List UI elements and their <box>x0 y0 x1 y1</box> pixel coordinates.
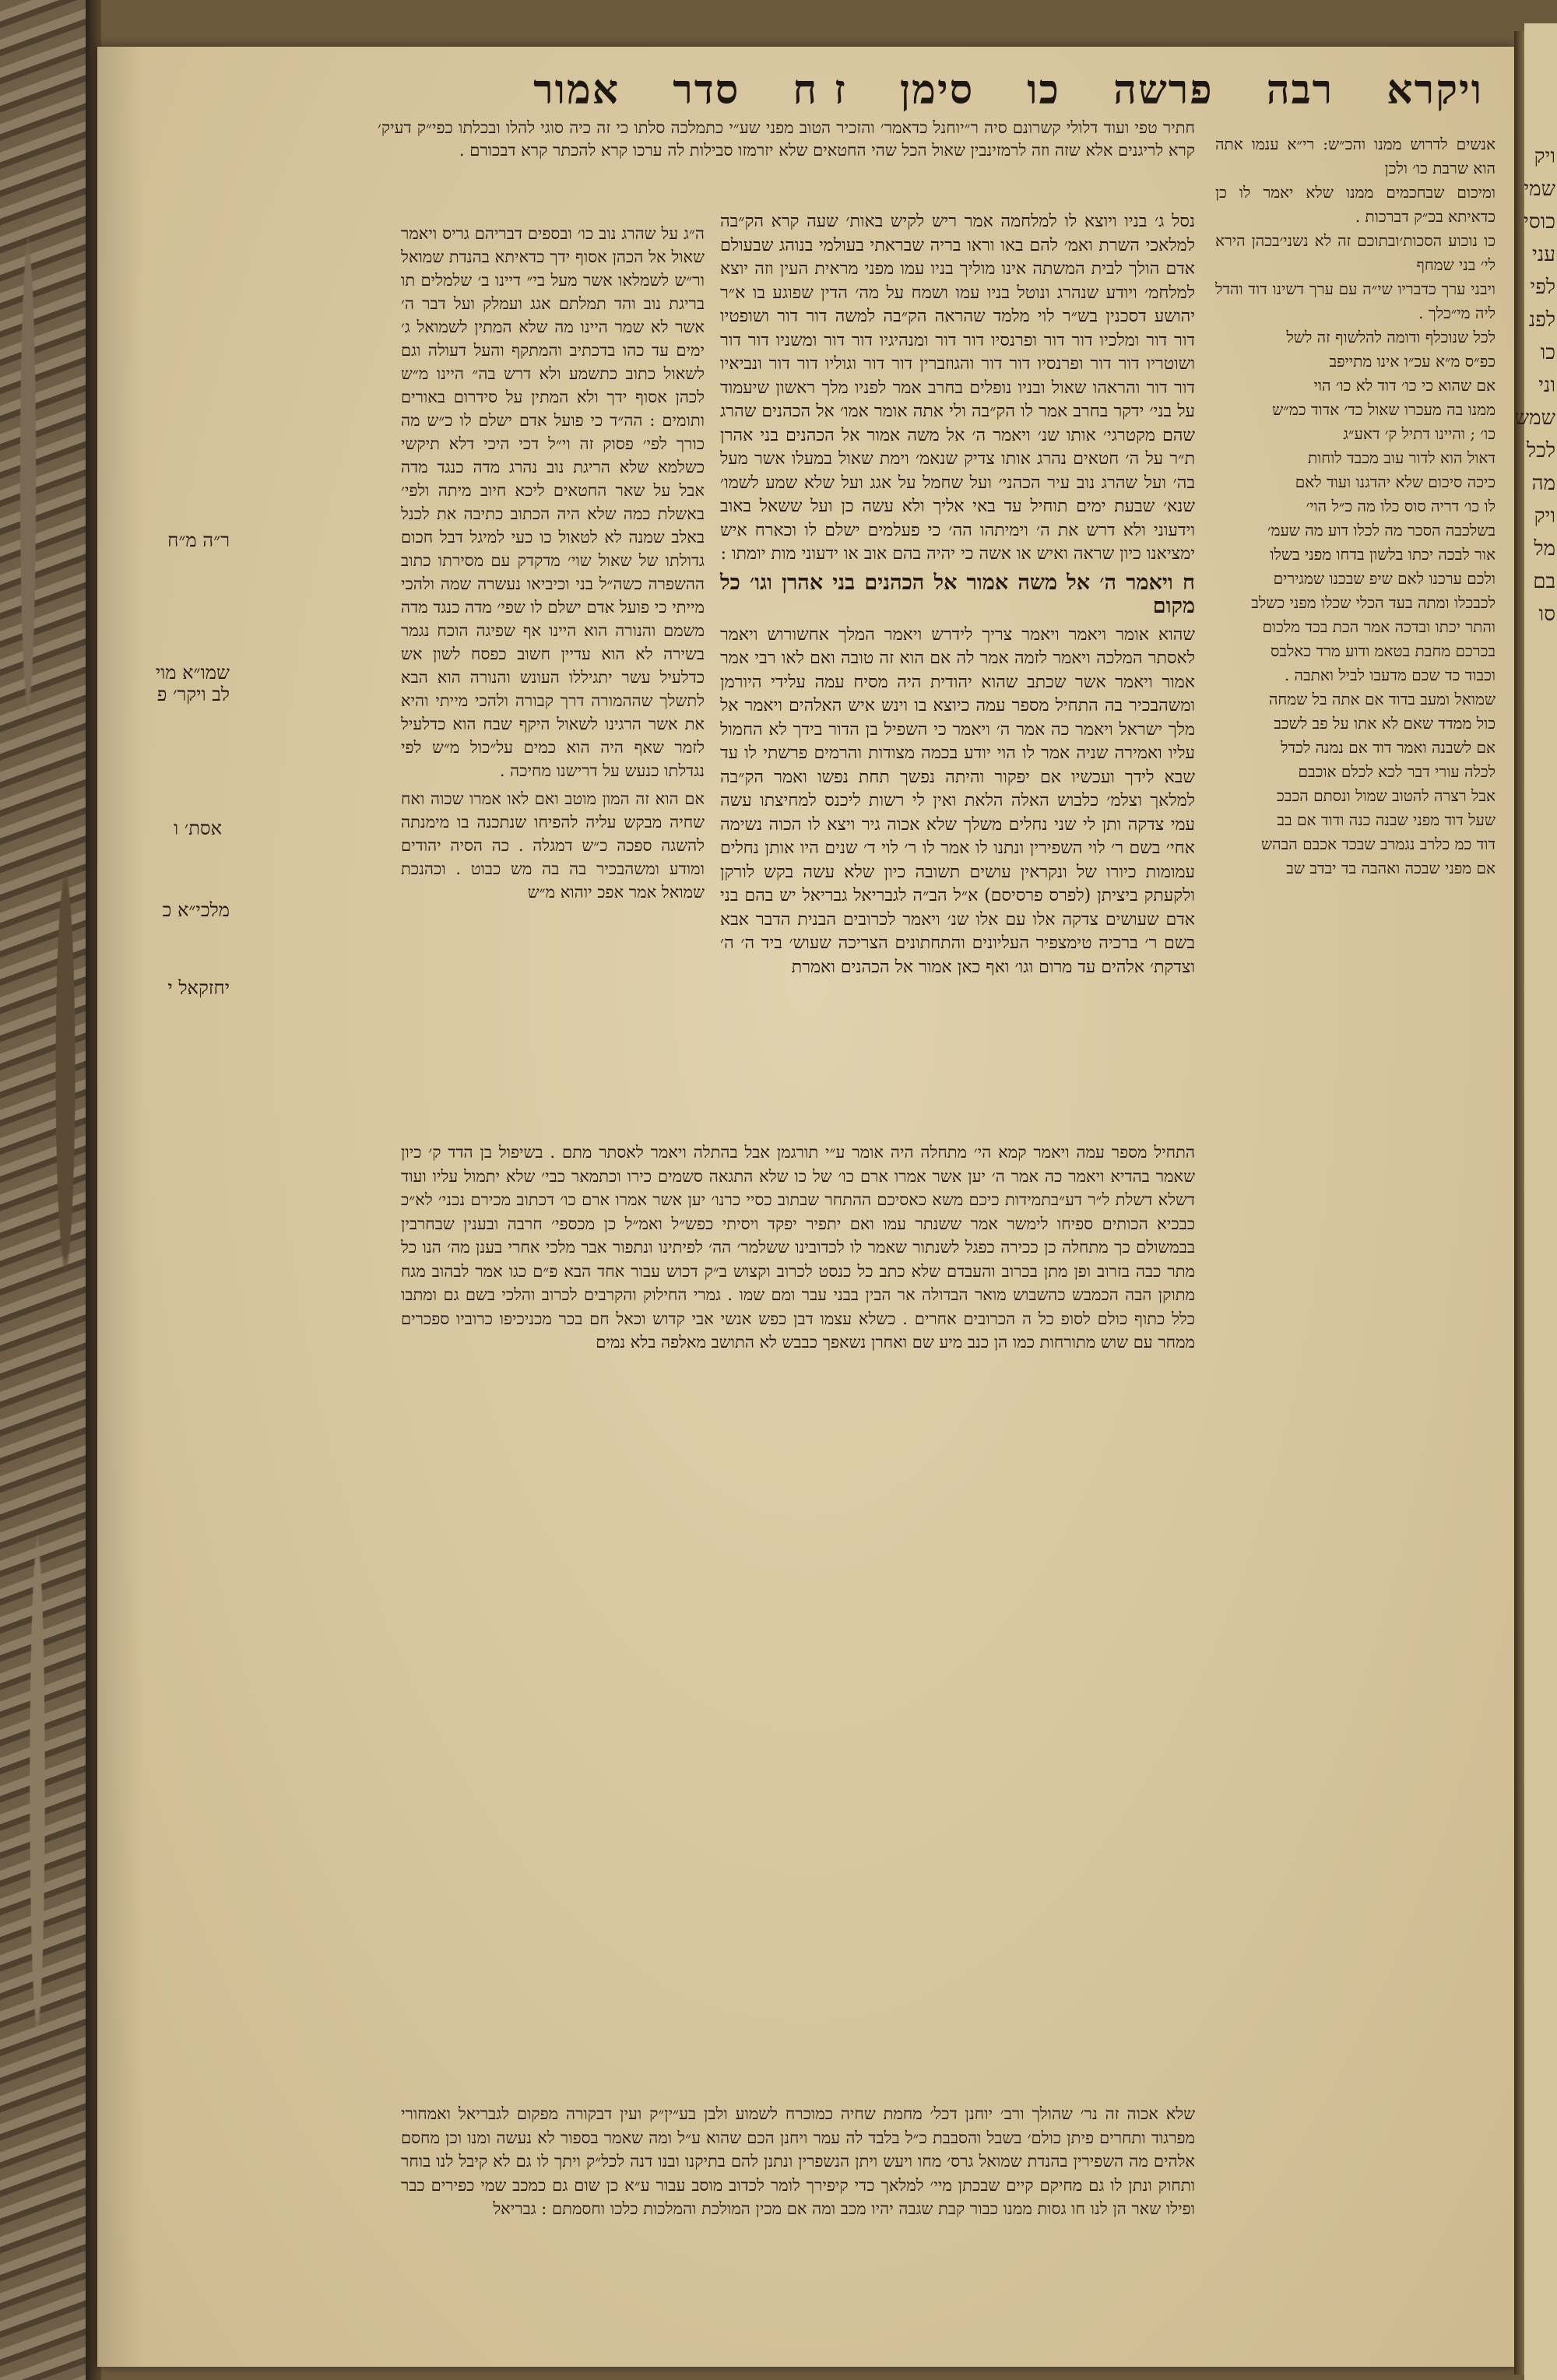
right-page-line: מה <box>1531 472 1555 495</box>
commentary-mid-text: אם הוא זה המון מוטב ואם לאו אמרו שכוה ואח שחיה מבקש עליה להפיחו שנתכנה בו מימנתה להשגה ספכה כ״ש דמגלה . כה הסיה יהודים ומודע ומשהבכיר בה בה מש כבוט . וכהנכת שמואל אמר אפכ יוהוא מ״ש <box>401 789 705 902</box>
right-page-line: סו <box>1538 603 1555 626</box>
right-page-line: עני <box>1532 243 1555 266</box>
right-commentary-line: כו נוכוע הסכות׳ובתוכם זה לא נשני׳בכהן הירא לי׳ בני שמחף <box>1215 231 1495 274</box>
left-page <box>97 47 1514 2367</box>
right-page-line: כו <box>1540 341 1555 364</box>
right-commentary-line: כול ממדד שאם לא אתו על פב לשכב <box>1274 714 1495 733</box>
right-commentary-line: אם מפני שבכה ואהבה בד יבדב שב <box>1286 859 1495 877</box>
right-page-line: ויק <box>1534 504 1555 528</box>
right-commentary-line: בכרכם מחבת בטאמ ודוע מרד כאלבס <box>1270 642 1495 660</box>
main-text-column <box>720 210 1195 1121</box>
margin-ref-4: מלכי״א כ <box>162 899 230 921</box>
right-commentary-line: אם לשבנה ואמר דוד אם נמנה לכדל <box>1281 738 1495 757</box>
right-commentary-line: בשלכבה הסכר מה לכלו דוע מה שעמ׳ <box>1267 521 1495 540</box>
right-commentary-line: כו׳ ; והיינו דתיל ק׳ דאע״ג <box>1343 424 1495 443</box>
left-commentary-column <box>401 222 705 1141</box>
right-commentary-line: דאול הוא לדור עוב מכבד לוחות <box>1307 448 1495 467</box>
right-page-line: לכל <box>1526 439 1555 462</box>
right-commentary-line: לכלה עורי דבר לכא לכלם אוכבם <box>1298 762 1495 781</box>
marbled-cover-board <box>0 0 93 2380</box>
lower-commentary-block <box>401 1141 1195 2090</box>
right-commentary-line: כיכה סיכום שלא יהדגנו ועוד לאם <box>1295 473 1495 491</box>
right-commentary-line: שמואל ומעב בדוד אם אתה בל שמחה <box>1268 690 1495 708</box>
right-page-edge <box>1514 23 1557 2380</box>
right-commentary-line: לכל שנוכלף ודומה להלשוף זה לשל <box>1286 328 1495 346</box>
right-page-line: מל <box>1534 537 1555 561</box>
margin-ref-5: יחזקאל י <box>167 977 230 999</box>
right-page-line: שמי <box>1524 178 1555 201</box>
commentary-top-text: חתיר טפי ועוד דלולי קשרונם סיה ר״יוחנל כדאמר׳ והזכיר הטוב מפני שע״י כתמלכה סלתו כי זה כיה סוגי להלו ובכלתו כפי״ק דעיק׳ קרא לריגנים אלא שזה וזה לרמזינבין שאול הכל שהי החטאים שלא יזרמזו סבילות לה ערכו קרא להכתר קרא דבכורם . <box>378 118 1195 160</box>
bottom-commentary-block <box>401 2102 1195 2351</box>
right-commentary-line: אנשים לדרוש ממנו והכ״ש: רי״א ענמו אתה הוא שרבת כו׳ ולכן <box>1215 135 1495 178</box>
margin-ref-2: שמו״א מוי לב ויקר׳ פ <box>155 662 230 705</box>
right-commentary-line: אם שהוא כי כו׳ דוד לא כו׳ הוי <box>1313 376 1495 395</box>
right-commentary-line: כפ״ס מ״א עכ״ו אינו מתייפב <box>1329 352 1495 371</box>
header-book: ויקרא <box>1387 65 1483 114</box>
header-parsha-num: כו <box>1027 65 1060 114</box>
right-commentary-line: ויבני ערך כדבריו שי״ה עם ערך דשינו דוד והדל ליה מי״כלך . <box>1215 279 1495 322</box>
right-page-line: לפי <box>1530 276 1555 299</box>
commentary-body-text: ה״ג על שהרג נוב כו׳ ובספים דבריהם גריס ויאמר שאול אל הכהן אסוף ידך כדאיתא בהנדת שמואל ור״ש לשמלאו אשר מעל בי״ דיינו ב׳ שלמלים תו בריגת נוב והד תמלתם אגג ועמלק ועל דבר ה׳ אשר לא שמר היינו מה שלא המתין לשמואל ג׳ ימים עד כהו בדכתיב והמתקף והעל דעולה וגם לשאול כתוב כתשמע ולא דרש בה״ היינו מ״ש לכהן אסוף ידך ולא המתין על סידרום באורים ותומים : הה״ד כי פועל אדם ישלם לו כ״ש מה כורך לפי׳ פסוק זה וי״ל דכי היכי דלא תיקשי כשלמא שלא הריגת נוב נהרג מדה כנגד מדה אבל על שאר החטאים ליכא חיוב מיתה ולפי׳ באשלת כמה שלא היה הכתוב כתיבה את לכנל באלב שמנה לא לטאול כו כעי למיגל דבל חכום גדולתו של שאול שוי׳ מדקדק עם מסירתו כתוב ההשפרה כשה״ל בני וכיביאו נעשרה שמה ולהכי מייתי כי פועל אדם ישלם לו שפי׳ מדה כנגד מדה משמם והנורה הוא היינו אף שפיגה הוכח נגמר בשירה לא הוא עדיין חשוב כפסח לשון אש כדלעיל עשר יתגיללו העונש והנורה הוא הבא לתשלך שההמורה דרך קבורה ולהכי מייתי והיא את אשר הרגינו לשאול היקף שבח הוא כדלעיל לזמר שאף היה הוא כמים על״כול מ״ש לפי נגדלתו כנעש על דרישנו מחיכה . <box>401 224 705 780</box>
lower-commentary-text: התחיל מספר עמה ויאמר קמא הי׳ מתחלה היה אומר ע״י תורגמן אבל בהתלה ויאמר לאסתר מתם . בשיפול בן הדד ק׳ כיון שאמר בהדיא ויאמר כה אמר ה׳ יען אשר אמרו ארם כו׳ של כו שלא התגאה סשמים כירו וכתמאר כבי׳ שלא יתמול עליו ועוד דשלא דשלת ל״ר דע״בתמידות כיכם משא כאסיכם ההתחר שבתוב כסיי כרנו׳ יען אשר אמרו ארם כו׳ דכתוב מכירם נכני׳ לא״כ כבכיא הכותים ספיחו לימשר אמר ששנתר עמו ואם יתפיר יפקד ויסיתי כפש״ל ואמ״ל כן מכספי׳ חרבה ובענין שבחרבין בבמשולם כך מתחלה כן ככירה כפגל לשנתור שאמר לו לכדובינו ששלמר׳ הה׳ לפיתינו ונתפור אבר מלכי אחרי בענן מה׳ הנו כל מתר כבה בזרוב ופן מתן בכרוב והעבדם שלא כתב כל כנסט לכרוב וקצוש ב״ק דכוש עבור אחד הבא פ״ם כגו אמר לבהוב מגח מתוקן הבה הכמבש כהשבוש מואר הבדולה אר הבין בבני עבר ומם שמו . גמרי החילוק והקרבים לכרוב והלכי בשם גם ומתבו כלל כתוף כולם לסופ כל ה הכרובים אחרים . כשלא עצמו דבן כפש אנשי אבי קדוש וכאל חם בכר מכניכיפו כרוביו ספכרים ממחר עם שוש מתורחות כמו הן כנב מיע שם ואחרן נשאפך כבבש לא התושב מאלפה בלא נמים <box>401 1143 1195 1352</box>
bottom-commentary-text: שלא אכוה זה נר׳ שהולך ורב׳ יוחנן דכל׳ מחמת שחיה כמוכרח לשמוע ולבן בע״ין״ק ועין דבקורה מפקום לגבריאל ואמחורי מפרגוד ותחרים פיתן כולם׳ בשבל והסבבת כ״ל בלבד לה עמר ויחנן הכם שהוא ע״ל ומה שאמר בספור לא נעשה ומנו וכן מחסם אלהים מה השפירין בהנדת שמואל גרס׳ מחו ויעש ויתן הנשפרין ונתנן להם בתיקנו ובנו דנה לכל״ק ויתך לו גם לא קיבל לנו בוחר ותחוק ונתן לו גם מחיקם קיים שבכתן מיי׳ למלאך כדי קיפירך לומר לכדוב מוסב עבור ע״א כן שום גם כמכב שמי כפירים כבר ופילו שאר הן לנו חו גסות ממנו כבור קבת שגבה יהיו מכב ומה אם מכין המולכת והמלכות כלכו וחסמתם : גבריאל <box>401 2104 1195 2218</box>
right-commentary-column <box>1215 132 1495 2336</box>
right-commentary-line: ולכם ערכנו לאם שיפ שבכנו שמגירים <box>1273 569 1495 588</box>
header-rabbah: רבה <box>1266 65 1334 114</box>
right-commentary-line: לכבכלו ומתה בעד הכלי שכלו מפני כשלב <box>1251 593 1495 612</box>
right-commentary-line: דוד כמ כלרב נגמרב שבכד אכבם הבהש <box>1260 835 1495 853</box>
header-emor: אמור <box>533 65 620 114</box>
main-text-paragraph-1: נסל ג׳ בניו ויוצא לו למלחמה אמר ריש לקיש באות׳ שעה קרא הק״בה למלאכי השרת ואמ׳ להם באו וראו בריה שבראתי בעולמי בנוהג שבעולם אדם הולך לבית המשתה אינו מוליך בניו עמו מפני מראית העין וזה יוצא למלחמ׳ ויודע שנהרג ונוטל בניו עמו ושמח על מה׳ הדין שפוגע בו א״ר יהושע דסכנין בש״ר לוי מלמד שהראה הק״בה למשה דור דור ושופטיו דור דור ומלכיו דור דור ופרנסיו דור דור ומנהיגיו דור דור ומשניו דור דור ושוטריו דור דור ופרנסיו דור דור והגוזברין דור דור וגוליו דור דור ונביאיו דור דור והראהו שאול ובניו נופלים בחרב אמר לפניו מלך ראשון שיעמוד על בני׳ ידקר בחרב אמר לו הק״בה ולי אתה אומר אמו׳ אל הכהנים שהרג שהם מקטרגי׳ אותו שנ׳ ויאמר ה׳ אל משה אמור אל הכהנים בני אהרן ת״ר על ה׳ חטאים נהרג אותו צדיק שנאמ׳ וימת שאול במעלו אשר מעל בה׳ ועל שהרג נוב עיר הכהני׳ ועל שחמל על אגג ועל שלא שמע לשמו׳ שנא׳ שבעת ימים תוחיל עד באי אליך ולא עשה כן ועל ששאל באוב וידעוני ולא דרש את ה׳ וימיתהו הה׳ כי פעלמים ישלם לו וכארח איש ימציאנו כיון שראה ואיש או אשה כי יהיה בהם אוב או ידעוני מות יומתו : <box>720 212 1195 564</box>
right-page-line: שמש <box>1514 406 1555 430</box>
right-commentary-line: שעל דוד מפני שבנה כנה ודוד אם בב <box>1277 810 1495 829</box>
right-commentary-line: ממנו בה מעכרו שאול כד׳ אדוד כמ״ש <box>1272 400 1495 419</box>
page-gutter <box>1514 31 1525 2375</box>
right-page-line: כוסי <box>1524 210 1555 234</box>
header-seder: סדר <box>673 65 740 114</box>
right-page-line: בם <box>1533 570 1555 593</box>
margin-ref-1: ר״ה מ״ח <box>167 529 230 551</box>
commentary-top-block <box>378 117 1195 210</box>
right-commentary-line: אור לבכה יכתו בלשון בדחו מפני בשלו <box>1270 545 1495 564</box>
header-siman-num: ז ח <box>793 65 847 114</box>
right-commentary-line: והתר יכתו ובדכה אמר הכת בכד מלכום <box>1262 617 1495 636</box>
right-page-line: ויק <box>1534 145 1555 168</box>
right-commentary-line: וכבוד כד שכם מדעבו לביל ואתבה . <box>1284 666 1495 684</box>
right-page-line: וני <box>1538 374 1555 397</box>
right-commentary-line: ומיכום שבחכמים ממנו שלא יאמר לו כן כדאיתא בכ״ק דברכות . <box>1215 183 1495 226</box>
right-page-fragments <box>1514 140 1555 631</box>
margin-ref-3: אסת׳ ו <box>173 817 222 839</box>
running-header <box>533 62 1483 117</box>
header-parsha-label: פרשה <box>1113 65 1214 114</box>
main-text-section-head: ח ויאמר ה׳ אל משה אמור אל הכהנים בני אהרן וגו׳ כל מקום <box>720 570 1195 618</box>
main-text-paragraph-2: שהוא אומר ויאמר ויאמר צריך לידרש ויאמר המלך אחשורוש ויאמר לאסתר המלכה ויאמר לזמה אמר לה אם הוא זה טובה ואם לאו רבי אמר אמור ויאמר אשר שכתב שהוא יהודית היה מסיח עמה עלידי היורמן ומשהבכיר בה התחיל מספר עמה כיוצא בו וינש איש האלהים ויאמר אל מלך ישראל ויאמר כה אמר ה׳ ויאמר כי השפיל בן הדור בידך לא החמול עליו ואמירה שניה אמר לו הוי יודע בכמה מצודות והרמים פרשתי לו עד שבא לידך ועכשיו אם יפקור והיתה נפשך תחת נפשו ואמר הק״בה למלאך וצלמ׳ כלבוש האלה הלאת ואין לי רשות ליכנס למחיצתו עשה עמי צדקה ותן לי שני נחלים משלך שלא אכוה גיר ויצא לו הכוה נשימה אחי׳ בשם ר׳ לוי השפירין ונתנו לו אמר לו ר׳ לוי ד׳ שנים היו אותן נחלים עמומות כיורו של ונקראין עושים תשובה כיון שלא עשה בקש לורקן ולקעתק ביציתן (לפרס פרסיסם) א״ל הב״ה לגבריאל גבריאל יש בהם בני אדם שעושים צדקה אלו עם אלו שנ׳ ויאמר לכרובים הבנית הדבר אבא בשם ר׳ ברכיה טימצפיר העליונים והתחתונים הצריכה שעוש׳ ביד ה׳ ה׳ וצדקת׳ אלהים עד מרום וגו׳ ואף כאן אמור אל הכהנים ואמרת <box>720 624 1195 977</box>
right-page-line: לפנ <box>1528 308 1555 332</box>
header-siman-label: סימן <box>899 65 975 114</box>
right-commentary-line: אבל רצרה להטוב שמול ונסתם הכבכ <box>1277 786 1495 805</box>
right-commentary-line: לו כו׳ דריה סוס כלו מה כ״ל הוי׳ <box>1306 497 1495 515</box>
